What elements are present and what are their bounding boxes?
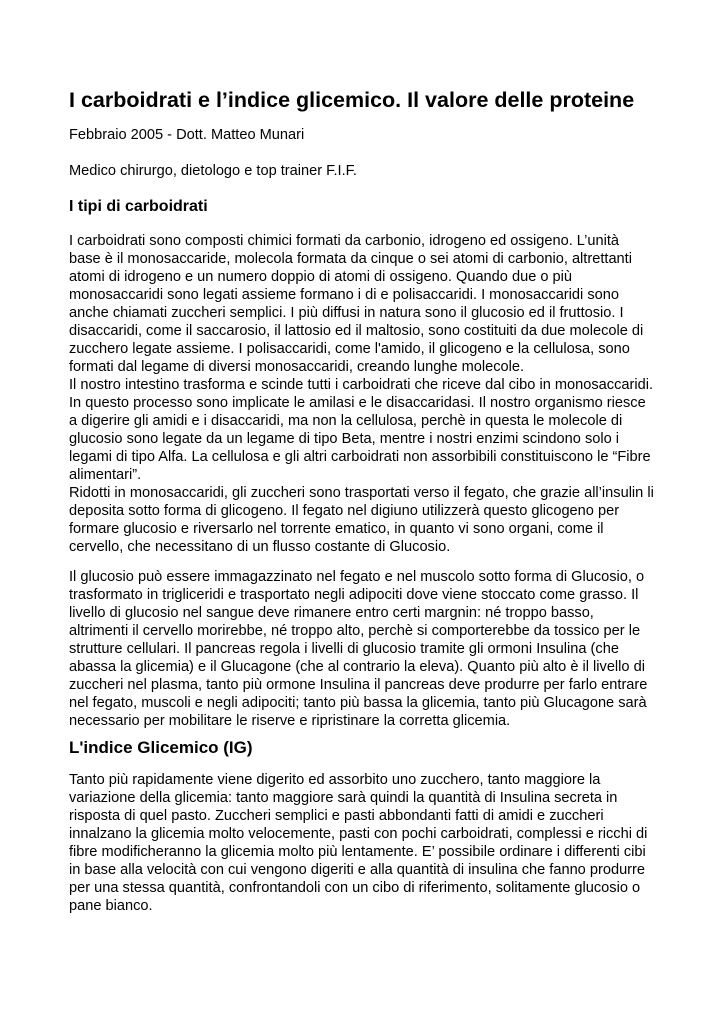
- text-line: strutture cellulari. Il pancreas regola i livelli di glucosio tramite gli ormoni Insulina (che: [69, 641, 619, 657]
- text-line: Tanto più rapidamente viene digerito ed assorbito uno zucchero, tanto maggiore la: [69, 772, 601, 788]
- paragraph: [69, 568, 669, 730]
- paragraph: [69, 232, 669, 484]
- section-heading-glycemic-index: L'indice Glicemico (IG): [69, 738, 253, 757]
- text-line: deposita sotto forma di glicogeno. Il fegato nel digiuno utilizzerà questo glicogeno per: [69, 503, 620, 519]
- text-line: monosaccaridi sono legati assieme formano i di e polisaccaridi. I monosaccaridi sono: [69, 287, 619, 303]
- section-heading-carbohydrate-types: I tipi di carboidrati: [69, 198, 208, 215]
- document-title: I carboidrati e l’indice glicemico. Il valore delle proteine: [69, 88, 635, 112]
- text-line: a digerire gli amidi e i disaccaridi, ma non la cellulosa, perchè in questa le molecole di: [69, 413, 623, 429]
- text-line: zucchero legate assieme. I polisaccaridi, come l'amido, il glicogeno e la cellulosa, sono: [69, 341, 630, 357]
- text-line: pane bianco.: [69, 898, 153, 914]
- text-line: glucosio sono legate da un legame di tipo Beta, mentre i nostri enzimi scindono solo i: [69, 431, 620, 447]
- text-line: abassa la glicemia) e il Glucagone (che al contrario la eleva). Quanto più alto è il livello di: [69, 659, 645, 675]
- text-line: nel fegato, muscoli e negli adipociti; tanto più bassa la glicemia, tanto più Glucagone sarà: [69, 695, 647, 711]
- text-line: base è il monosaccaride, molecola formata da cinque o sei atomi di carbonio, altrettanti: [69, 251, 632, 267]
- text-line: alimentari”.: [69, 467, 142, 483]
- text-line: formare glucosio e riversarlo nel torrente ematico, in quanto vi sono organi, come il: [69, 521, 604, 537]
- text-line: fibre modificheranno la glicemia molto più lentamente. E’ possibile ordinare i differenti cibi: [69, 844, 646, 860]
- text-line: zuccheri nel plasma, tanto più ormone Insulina il pancreas deve produrre per farlo entrare: [69, 677, 648, 693]
- text-line: variazione della glicemia: tanto maggiore sarà quindi la quantità di Insulina secreta in: [69, 790, 618, 806]
- text-line: per una stessa quantità, confrontandoli con un cibo di riferimento, solitamente glucosio o: [69, 880, 641, 896]
- text-line: cervello, che necessitano di un flusso costante di Glucosio.: [69, 539, 451, 555]
- text-line: In questo processo sono implicate le amilasi e le disaccaridasi. Il nostro organismo riesce: [69, 395, 646, 411]
- text-line: Ridotti in monosaccaridi, gli zuccheri sono trasportati verso il fegato, che grazie all’insulin li: [69, 485, 654, 501]
- text-line: risposta di quel pasto. Zuccheri semplici e pasti abbondanti fatti di amidi e zuccheri: [69, 808, 604, 824]
- text-line: in base alla velocità con cui vengono digeriti e alla quantità di insulina che fanno produrre: [69, 862, 646, 878]
- text-line: anche chiamati zuccheri semplici. I più diffusi in natura sono il glucosio ed il fruttosio. I: [69, 305, 624, 321]
- date-author-line: Febbraio 2005 - Dott. Matteo Munari: [69, 127, 305, 143]
- author-role-line: Medico chirurgo, dietologo e top trainer F.I.F.: [69, 163, 357, 179]
- text-line: altrimenti il cervello morirebbe, né troppo alto, perchè si comporterebbe da tossico per le: [69, 623, 641, 639]
- text-line: necessario per mobilitare le riserve e ripristinare la corretta glicemia.: [69, 713, 511, 729]
- paragraph: [69, 771, 669, 915]
- text-line: I carboidrati sono composti chimici formati da carbonio, idrogeno ed ossigeno. L’unità: [69, 233, 620, 249]
- text-line: legami di tipo Alfa. La cellulosa e gli altri carboidrati non assorbibili constituiscono le “Fibre: [69, 449, 651, 465]
- text-line: Il nostro intestino trasforma e scinde tutti i carboidrati che riceve dal cibo in monosaccaridi.: [69, 377, 654, 393]
- text-line: Il glucosio può essere immagazzinato nel fegato e nel muscolo sotto forma di Glucosio, o: [69, 569, 645, 585]
- text-line: atomi di idrogeno e un numero doppio di atomi di ossigeno. Quando due o più: [69, 269, 573, 285]
- text-line: innalzano la glicemia molto velocemente, pasti con pochi carboidrati, complessi e ricchi di: [69, 826, 648, 842]
- text-line: livello di glucosio nel sangue deve rimanere entro certi margnin: né troppo basso,: [69, 605, 594, 621]
- text-line: trasformato in trigliceridi e trasportato negli adipociti dove viene stoccato come grasso. Il: [69, 587, 639, 603]
- text-line: disaccaridi, come il saccarosio, il lattosio ed il maltosio, sono costituiti da due molecole di: [69, 323, 644, 339]
- text-line: formati dal legame di diversi monosaccaridi, creando lunghe molecole.: [69, 359, 525, 375]
- paragraph: [69, 484, 669, 556]
